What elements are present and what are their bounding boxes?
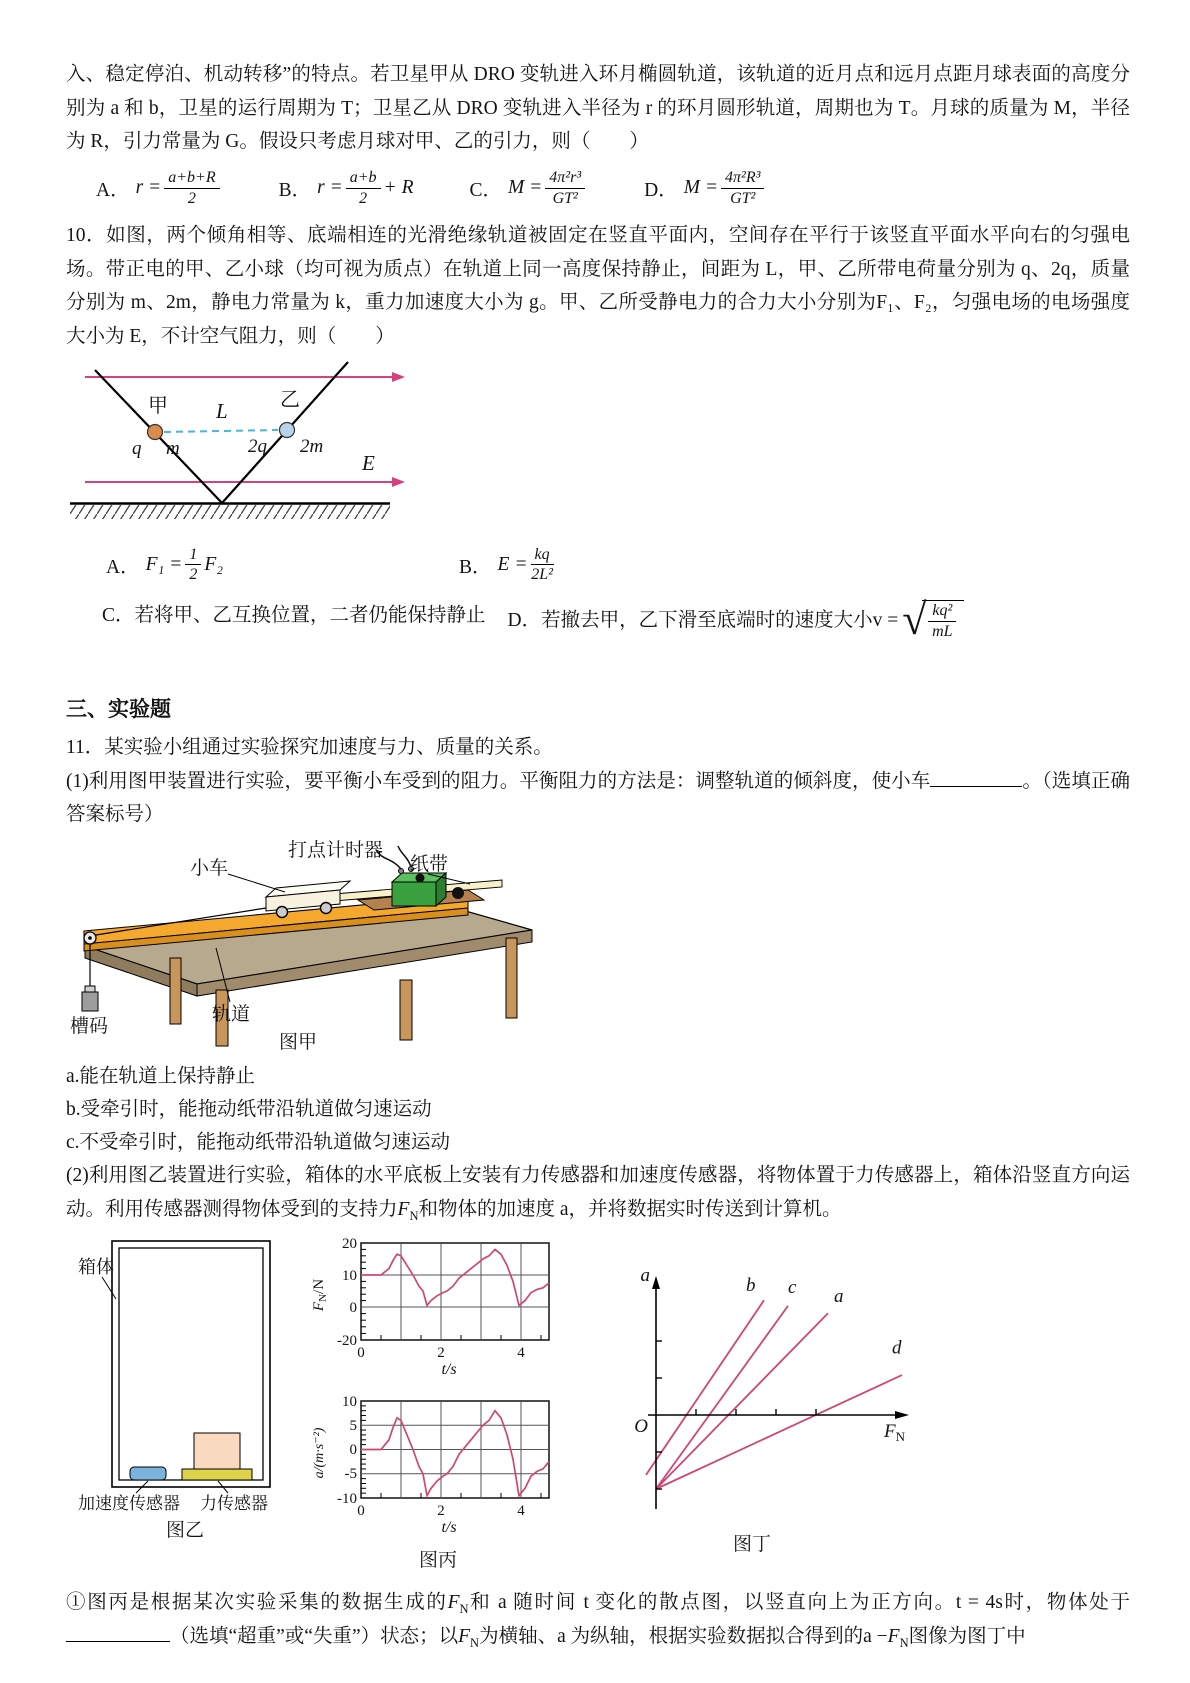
xtick: 2 bbox=[437, 1503, 445, 1520]
hanging-weight bbox=[82, 992, 98, 1011]
part2-text: (2)利用图乙装置进行实验，箱体的水平底板上安装有力传感器和加速度传感器，将物体置于力传感器上，箱体沿竖直方向运动。利用传感器测得物体受到的支持力 bbox=[66, 1165, 1130, 1220]
force-sensor bbox=[182, 1469, 252, 1480]
option-math: M = bbox=[683, 177, 718, 198]
label-m: m bbox=[166, 437, 180, 459]
leader-cart bbox=[228, 874, 285, 892]
ylabel-a: a/(m·s⁻²) bbox=[312, 1427, 327, 1479]
figures-row bbox=[66, 1235, 1130, 1572]
fn-time-graph bbox=[309, 1235, 567, 1385]
ytick: 10 bbox=[342, 1394, 357, 1411]
option-math: r = bbox=[317, 177, 343, 198]
fitted-lines bbox=[646, 1300, 902, 1489]
choice-c: c.不受牵引时，能拖动纸带沿轨道做匀速运动 bbox=[66, 1132, 451, 1154]
ytick: 10 bbox=[342, 1268, 357, 1285]
radicand bbox=[922, 600, 964, 641]
fraction: $\frac{kq}{\text{2L²}}$ bbox=[531, 545, 553, 584]
cart-wheel bbox=[321, 902, 332, 913]
fitted-line-d bbox=[656, 1375, 902, 1489]
ground-hatch bbox=[70, 505, 390, 519]
ytick: 5 bbox=[349, 1418, 357, 1435]
weight-hook bbox=[85, 986, 95, 992]
question-11-part1 bbox=[66, 765, 1130, 832]
fn-symbol: F bbox=[397, 1198, 410, 1220]
fraction: $\frac{1}{2}$ bbox=[185, 546, 201, 585]
fraction: $\frac{a+b}{2}$ bbox=[346, 169, 381, 208]
option-label: B． bbox=[459, 556, 492, 578]
option-label: A． bbox=[96, 180, 130, 201]
label-2q: 2q bbox=[248, 435, 267, 457]
table-leg bbox=[506, 938, 517, 1018]
fn-subscript: N bbox=[409, 1208, 419, 1223]
xtick: 4 bbox=[517, 1503, 525, 1520]
a-time-graph bbox=[309, 1393, 567, 1543]
minor-ticks bbox=[361, 1406, 541, 1498]
question-10-figure bbox=[70, 360, 1130, 534]
figure-yi bbox=[66, 1235, 304, 1542]
q9-option-a bbox=[96, 169, 223, 208]
note-text-3: （选填“超重”或“失重”）状态；以 bbox=[170, 1626, 459, 1648]
label-weight: 槽码 bbox=[70, 1015, 109, 1037]
figure-jia-caption: 图甲 bbox=[278, 1031, 318, 1052]
question-10-options-ab bbox=[106, 546, 1130, 585]
part1-text: (1)利用图甲装置进行实验，要平衡小车受到的阻力。平衡阻力的方法是：调整轨道的倾斜度，使小车 bbox=[66, 770, 931, 792]
box-inner-wall bbox=[119, 1248, 263, 1480]
figure-bing bbox=[304, 1235, 572, 1572]
question-11-part2 bbox=[66, 1159, 1130, 1227]
note-text-1: ①图丙是根据某次实验采集的数据生成的 bbox=[66, 1592, 448, 1614]
label-cart: 小车 bbox=[190, 857, 229, 879]
fraction: $\frac{\text{kq²}}{mL}$ bbox=[928, 602, 956, 641]
field-arrowhead-bottom bbox=[392, 477, 405, 487]
v-track-diagram bbox=[70, 360, 470, 528]
ytick: 0 bbox=[349, 1300, 357, 1317]
origin-label: O bbox=[633, 1416, 648, 1438]
option-math-suffix: F₂ bbox=[204, 553, 224, 575]
ytick: 0 bbox=[349, 1442, 357, 1459]
option-math: M = bbox=[508, 177, 543, 198]
xlabel: t/s bbox=[441, 1361, 457, 1379]
xtick: 0 bbox=[357, 1503, 365, 1520]
ball-yi bbox=[280, 422, 295, 437]
question-11-note1 bbox=[66, 1586, 1130, 1655]
option-text: D．若撤去甲，乙下滑至底端时的速度大小v = bbox=[507, 610, 899, 632]
line-label-a: a bbox=[833, 1286, 843, 1308]
table-leg bbox=[400, 980, 412, 1040]
part2-text-2: 和物体的加速度 a，并将数据实时传送到计算机。 bbox=[418, 1198, 842, 1220]
label-box: 箱体 bbox=[77, 1257, 114, 1278]
x-axis-arrowhead bbox=[895, 1411, 909, 1419]
xtick: 4 bbox=[517, 1345, 525, 1362]
fitted-line-a bbox=[656, 1313, 828, 1489]
choice-b: b.受牵引时，能拖动纸带沿轨道做匀速运动 bbox=[66, 1098, 432, 1120]
label-force-sensor: 力传感器 bbox=[199, 1494, 268, 1514]
timer-terminal bbox=[399, 868, 404, 873]
cart-track-apparatus bbox=[70, 838, 545, 1052]
label-2m: 2m bbox=[300, 435, 324, 457]
fn-subscript: N bbox=[470, 1636, 480, 1651]
q10-option-d bbox=[507, 595, 965, 645]
ytick: -20 bbox=[337, 1333, 357, 1350]
distance-dashed-line bbox=[164, 430, 278, 432]
label-yi: 乙 bbox=[280, 388, 300, 411]
label-track: 轨道 bbox=[212, 1003, 251, 1025]
yaxis-label: a bbox=[640, 1265, 650, 1287]
fraction: $\frac{a+b+R}{2}$ bbox=[164, 169, 219, 208]
y-axis-arrowhead bbox=[652, 1276, 660, 1289]
option-math: r = bbox=[135, 177, 162, 198]
answer-blank-2[interactable] bbox=[66, 1622, 170, 1642]
fn-subscript: N bbox=[459, 1601, 469, 1616]
q10-option-b bbox=[459, 546, 557, 585]
answer-blank-1[interactable] bbox=[930, 767, 1022, 787]
xlabel: t/s bbox=[441, 1519, 457, 1537]
line-label-c: c bbox=[787, 1276, 796, 1298]
sensor-box-diagram bbox=[78, 1235, 293, 1513]
option-label: A． bbox=[106, 556, 140, 578]
note-text-5: 图像为图丁中 bbox=[908, 1626, 1026, 1648]
line-label-b: b bbox=[745, 1275, 755, 1297]
option-math: F₁ = bbox=[145, 553, 183, 575]
sqrt-expression bbox=[902, 595, 964, 645]
fitted-line-c bbox=[656, 1306, 788, 1489]
label-tape: 纸带 bbox=[410, 853, 449, 875]
option-math: E = bbox=[497, 553, 528, 575]
option-label: C． bbox=[469, 180, 502, 201]
label-timer: 打点计时器 bbox=[288, 839, 384, 861]
q9-option-b bbox=[279, 169, 414, 208]
section-3-title: 三、实验题 bbox=[66, 697, 171, 722]
question-11-intro: 11．某实验小组通过实验探究加速度与力、质量的关系。 bbox=[66, 737, 553, 759]
figure-ding bbox=[572, 1265, 932, 1556]
label-E: E bbox=[362, 450, 375, 475]
choice-a: a.能在轨道上保持静止 bbox=[66, 1065, 256, 1087]
q10-option-c: C．若将甲、乙互换位置，二者仍能保持静止 bbox=[102, 605, 486, 627]
fitted-line-b bbox=[646, 1300, 764, 1475]
fraction: $\frac{\text{4π²R³}}{\text{GT²}}$ bbox=[721, 169, 764, 208]
ball-jia bbox=[148, 424, 163, 439]
figure-yi-caption: 图乙 bbox=[165, 1520, 204, 1542]
fn-symbol: F bbox=[458, 1626, 471, 1648]
ytick: 20 bbox=[342, 1236, 357, 1253]
part1-choices bbox=[66, 1060, 1130, 1159]
fraction: $\frac{\text{4π²r³}}{\text{GT²}}$ bbox=[545, 169, 585, 208]
label-L: L bbox=[216, 398, 228, 423]
question-10-text: 10．如图，两个倾角相等、底端相连的光滑绝缘轨道被固定在竖直平面内，空间存在平行于该竖直平面水平向右的匀强电场。带正电的甲、乙小球（均可视为质点）在轨道上同一高度保持静止，间距为 L，甲、乙所带电荷量分别为 q、2q，质量分别为 m、2m，静电力常量为 k，重力加速度大小为 g。甲、乙所受静电力的合力大小分别为F₁、F₂，匀强电场的电场强度大小为 E，不计空气阻力，则（ ） bbox=[66, 225, 1130, 347]
fn-subscript: N bbox=[899, 1636, 909, 1651]
option-math-suffix: + R bbox=[383, 177, 414, 198]
field-arrowhead-top bbox=[392, 372, 405, 382]
figure-ding-caption: 图丁 bbox=[732, 1534, 771, 1556]
question-9-options bbox=[96, 169, 1130, 208]
option-label: D． bbox=[644, 180, 678, 201]
fn-symbol: F bbox=[447, 1592, 460, 1614]
radical-sign: √ bbox=[902, 595, 927, 645]
fn-symbol: F bbox=[887, 1626, 900, 1648]
note-text-2: 和 a 随时间 t 变化的散点图，以竖直向上为正方向。t = 4s时，物体处于 bbox=[468, 1592, 1130, 1614]
timer-front bbox=[392, 882, 436, 906]
label-q: q bbox=[132, 437, 142, 459]
label-accelerometer: 加速度传感器 bbox=[77, 1494, 180, 1514]
q9-option-d bbox=[644, 169, 767, 208]
xtick: 0 bbox=[357, 1345, 365, 1362]
question-10-options-cd bbox=[102, 595, 1130, 645]
tape-clamp bbox=[452, 887, 464, 899]
a-fn-graph bbox=[580, 1265, 925, 1515]
ylabel-fn: $F_N/N$ bbox=[311, 1279, 329, 1312]
table-leg bbox=[170, 958, 181, 1024]
label-jia: 甲 bbox=[148, 394, 168, 417]
q9-option-c bbox=[469, 169, 588, 208]
ytick: -10 bbox=[337, 1491, 357, 1508]
figure-jia bbox=[70, 838, 1130, 1058]
question-9-text: 入、稳定停泊、机动转移”的特点。若卫星甲从 DRO 变轨进入环月椭圆轨道，该轨道的近月点和远月点距月球表面的高度分别为 a 和 b，卫星的运行周期为 T；卫星乙从 DRO 变轨进入半径为 r 的环月圆形轨道，周期也为 T。月球的质量为 M，半径为 R，引力常量为 G。假设只考虑月球对甲、乙的引力，则（ ） bbox=[66, 64, 1130, 153]
pulley-axle bbox=[88, 936, 92, 940]
xaxis-label: $F_N$ bbox=[883, 1421, 905, 1445]
figure-bing-caption: 图丙 bbox=[418, 1550, 457, 1572]
ytick: -5 bbox=[344, 1466, 357, 1483]
part1-suffix: 。（选填正确答案标号） bbox=[66, 770, 1130, 826]
cart-wheel bbox=[277, 906, 288, 917]
xtick: 2 bbox=[437, 1345, 445, 1362]
option-label: B． bbox=[278, 180, 312, 201]
note-text-4: 为横轴、a 为纵轴，根据实验数据拟合得到的a − bbox=[479, 1626, 888, 1648]
line-label-d: d bbox=[891, 1337, 901, 1359]
q10-option-a bbox=[106, 546, 223, 585]
minor-ticks bbox=[361, 1249, 541, 1340]
object-on-sensor bbox=[194, 1433, 240, 1469]
accelerometer bbox=[130, 1467, 166, 1480]
